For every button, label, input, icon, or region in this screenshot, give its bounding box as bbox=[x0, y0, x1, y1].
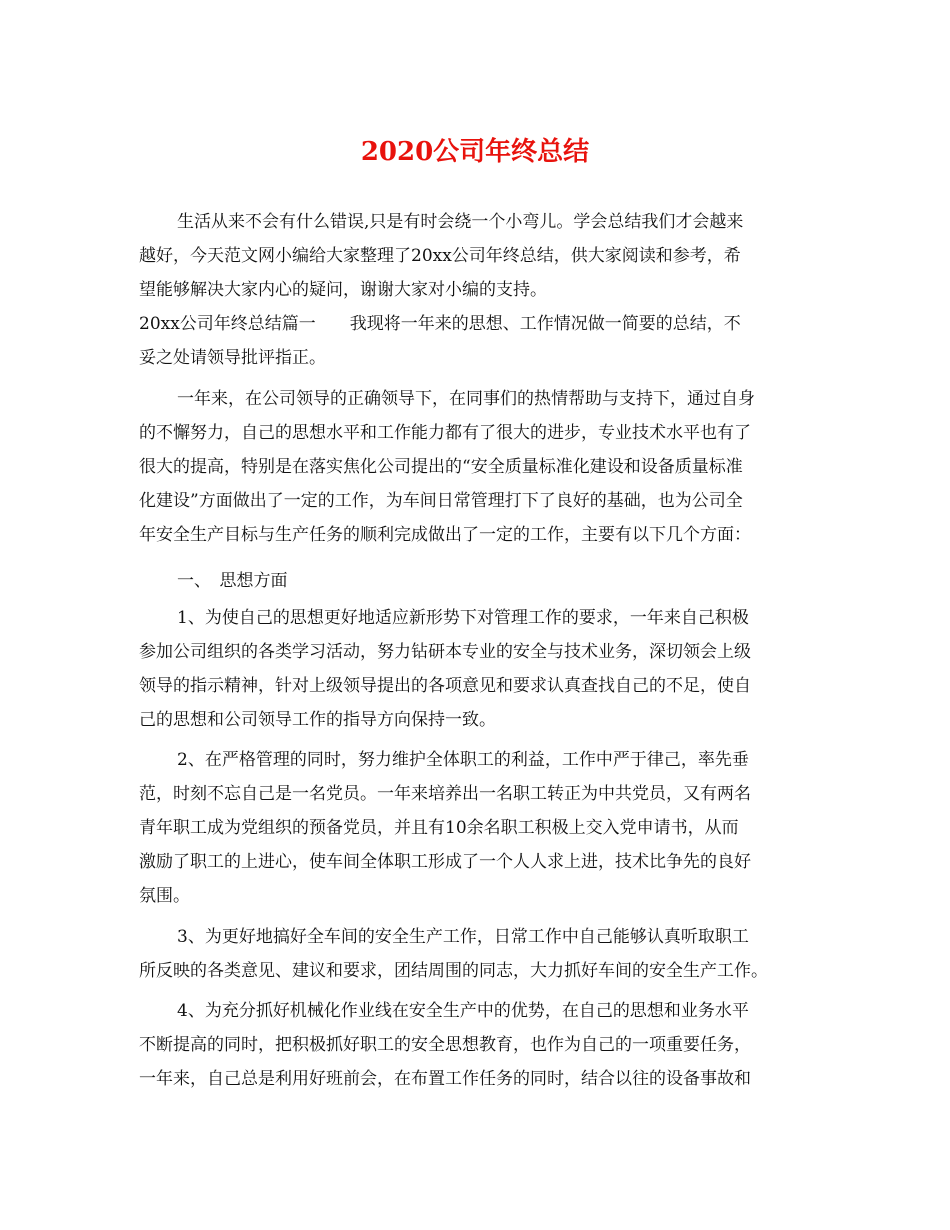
line-text: 3、为更好地搞好全车间的安全生产工作，日常工作中自己能够认真听取职工 bbox=[177, 927, 749, 947]
line-text: 参加公司组织的各类学习活动，努力钻研本专业的安全与技术业务，深切领会上级 bbox=[139, 642, 751, 662]
intro-line-3 bbox=[0, 273, 950, 307]
line-text: 望能够解决大家内心的疑问，谢谢大家对小编的支持。 bbox=[139, 280, 547, 300]
body-line bbox=[0, 920, 950, 954]
body-line bbox=[0, 450, 950, 484]
body-line bbox=[0, 382, 950, 416]
body-line bbox=[0, 484, 950, 518]
body-line bbox=[0, 1028, 950, 1062]
line-text: 2、在严格管理的同时，努力维护全体职工的利益，工作中严于律己，率先垂 bbox=[177, 750, 749, 770]
body-line bbox=[0, 341, 950, 375]
line-text: 青年职工成为党组织的预备党员，并且有10余名职工积极上交入党申请书，从而 bbox=[139, 818, 739, 838]
body-line bbox=[0, 777, 950, 811]
body-line bbox=[0, 954, 950, 988]
line-text: 1、为使自己的思想更好地适应新形势下对管理工作的要求，一年来自己积极 bbox=[177, 608, 749, 628]
line-text: 年安全生产目标与生产任务的顺利完成做出了一定的工作，主要有以下几个方面： bbox=[139, 525, 751, 545]
line-text: 很大的提高，特别是在落实焦化公司提出的“安全质量标准化建设和设备质量标准 bbox=[139, 457, 743, 477]
body-line bbox=[0, 743, 950, 777]
line-text: 激励了职工的上进心，使车间全体职工形成了一个人人求上进，技术比争先的良好 bbox=[139, 852, 751, 872]
body-line bbox=[0, 811, 950, 845]
line-text: 妥之处请领导批评指正。 bbox=[139, 348, 326, 368]
line-text: 的不懈努力，自己的思想水平和工作能力都有了很大的进步，专业技术水平也有了 bbox=[139, 423, 751, 443]
body-line bbox=[0, 601, 950, 635]
body-line bbox=[0, 845, 950, 879]
subheading-line bbox=[0, 564, 950, 598]
line-text: 氛围。 bbox=[139, 886, 190, 906]
intro-line-2 bbox=[0, 239, 950, 273]
body-line bbox=[0, 879, 950, 913]
body-line bbox=[0, 669, 950, 703]
body-line bbox=[0, 635, 950, 669]
body-line bbox=[0, 416, 950, 450]
line-text: 越好，今天范文网小编给大家整理了20xx公司年终总结，供大家阅读和参考，希 bbox=[139, 246, 741, 266]
line-text: 一年来，在公司领导的正确领导下，在同事们的热情帮助与支持下，通过自身 bbox=[177, 389, 755, 409]
body-line bbox=[0, 518, 950, 552]
line-text: 4、为充分抓好机械化作业线在安全生产中的优势，在自己的思想和业务水平 bbox=[177, 1001, 749, 1021]
body-line bbox=[0, 994, 950, 1028]
section-heading-line bbox=[0, 307, 950, 341]
line-text: 生活从来不会有什么错误,只是有时会绕一个小弯儿。学会总结我们才会越来 bbox=[177, 212, 744, 232]
body-line bbox=[0, 1062, 950, 1096]
line-text: 范，时刻不忘自己是一名党员。一年来培养出一名职工转正为中共党员，又有两名 bbox=[139, 784, 751, 804]
body-line bbox=[0, 703, 950, 737]
intro-line-1 bbox=[0, 205, 950, 239]
line-text: 不断提高的同时，把积极抓好职工的安全思想教育，也作为自己的一项重要任务， bbox=[139, 1035, 751, 1055]
line-text: 一、 思想方面 bbox=[177, 571, 288, 591]
line-text: 己的思想和公司领导工作的指导方向保持一致。 bbox=[139, 710, 496, 730]
line-text: 一年来，自己总是利用好班前会，在布置工作任务的同时，结合以往的设备事故和 bbox=[139, 1069, 751, 1089]
line-text: 领导的指示精神，针对上级领导提出的各项意见和要求认真查找自己的不足，使自 bbox=[139, 676, 751, 696]
line-text: 所反映的各类意见、建议和要求，团结周围的同志，大力抓好车间的安全生产工作。 bbox=[139, 961, 768, 981]
line-text: 化建设”方面做出了一定的工作，为车间日常管理打下了良好的基础，也为公司全 bbox=[139, 491, 743, 511]
line-text: 20xx公司年终总结篇一 我现将一年来的思想、工作情况做一简要的总结，不 bbox=[139, 314, 741, 334]
document-title: 2020公司年终总结 bbox=[360, 137, 590, 167]
